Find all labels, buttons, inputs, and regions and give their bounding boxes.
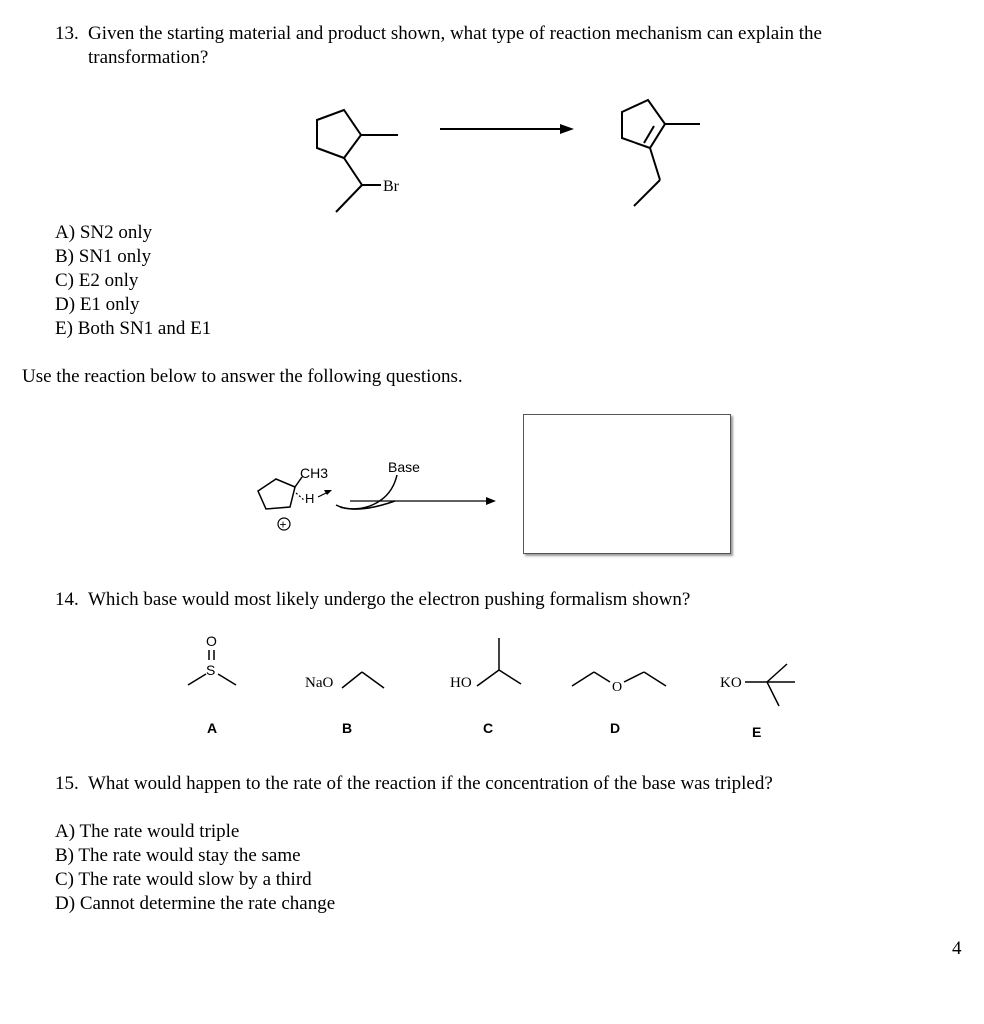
q15-option-d: D) Cannot determine the rate change xyxy=(55,893,336,914)
base-d-structure xyxy=(570,662,670,702)
base-e-ko: KO xyxy=(720,675,742,691)
q14-number: 14. xyxy=(55,589,79,610)
base-a-sulfur: S xyxy=(206,662,216,678)
reaction-intro: Use the reaction below to answer the following questions. xyxy=(22,366,463,387)
base-e-chain xyxy=(745,660,805,710)
q15-number: 15. xyxy=(55,773,79,794)
q13-number: 13. xyxy=(55,23,79,44)
q15-question: What would happen to the rate of the reaction if the concentration of the base was tripled? xyxy=(88,773,773,794)
q13-option-d: D) E1 only xyxy=(55,294,140,315)
q13-option-b: B) SN1 only xyxy=(55,246,152,267)
q13-product xyxy=(600,90,710,220)
h-label: H xyxy=(305,491,315,506)
q13-option-e: E) Both SN1 and E1 xyxy=(55,318,212,339)
base-b-chain xyxy=(340,668,390,698)
base-c-chain xyxy=(475,636,525,686)
answer-box xyxy=(523,414,731,554)
base-label-c: C xyxy=(483,720,494,736)
q13-option-a: A) SN2 only xyxy=(55,222,153,243)
carbocation-reaction xyxy=(250,455,510,545)
q13-reaction-arrow xyxy=(440,122,580,136)
base-label-e: E xyxy=(752,724,762,740)
q13-question-line1: Given the starting material and product shown, what type of reaction mechanism can explain the xyxy=(88,23,822,44)
base-d-oxygen: O xyxy=(612,680,623,695)
base-a-structure xyxy=(180,630,250,690)
q14-question: Which base would most likely undergo the electron pushing formalism shown? xyxy=(88,589,691,610)
q15-option-a: A) The rate would triple xyxy=(55,821,240,842)
base-label: Base xyxy=(388,459,420,475)
base-label-a: A xyxy=(207,720,218,736)
base-c-ho: HO xyxy=(450,675,472,691)
base-a-oxygen: O xyxy=(206,633,217,649)
q13-question-line2: transformation? xyxy=(88,47,209,68)
ch3-label: CH3 xyxy=(300,465,329,481)
q13-option-c: C) E2 only xyxy=(55,270,139,291)
q15-option-c: C) The rate would slow by a third xyxy=(55,869,312,890)
q15-option-b: B) The rate would stay the same xyxy=(55,845,301,866)
base-label-d: D xyxy=(610,720,621,736)
positive-charge: + xyxy=(279,517,287,532)
page-number: 4 xyxy=(952,938,962,959)
q13-starting-material xyxy=(300,100,420,220)
br-label: Br xyxy=(383,178,399,195)
base-label-b: B xyxy=(342,720,353,736)
base-b-nao: NaO xyxy=(305,675,334,691)
